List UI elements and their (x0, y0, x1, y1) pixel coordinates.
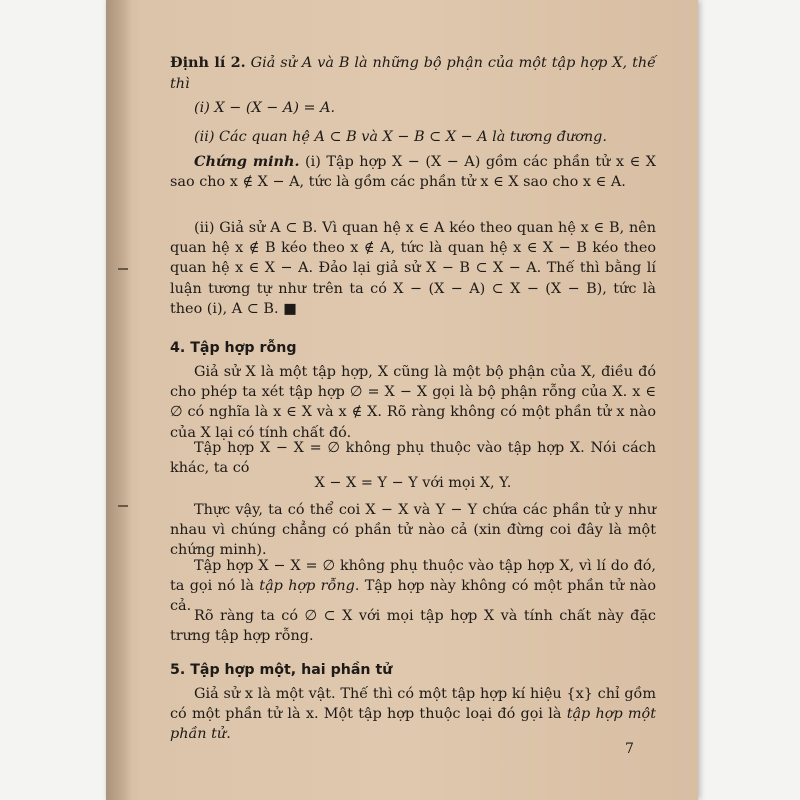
section-4-p2-text: Tập hợp X − X = ∅ không phụ thuộc vào tập hợp X. Nói cách khác, ta có (170, 440, 656, 477)
section-4-p4-start: Tập hợp X − X = ∅ không phụ thuộc vào tập hợp X, vì lí do đó, ta gọi nó là (170, 558, 656, 595)
section-4-paragraph-1 (170, 362, 656, 443)
theorem-item-ii-text: (ii) Các quan hệ A ⊂ B và X − B ⊂ X − A là tương đương. (194, 129, 607, 145)
binding-mark (118, 505, 128, 507)
section-5-p1-text (170, 684, 656, 745)
proof-part-ii-text: (ii) Giả sử A ⊂ B. Vì quan hệ x ∈ A kéo theo quan hệ x ∈ B, nên quan hệ x ∉ B kéo theo x ∉ A, tức là quan hệ x ∈ X − B kéo theo quan hệ x ∈ X − A. Đảo lại giả sử X − B ⊂ X − A. Thế thì bằng lí luận tương tự như trên ta có X − (X − A) ⊂ X − (X − B), tức là theo (i), A ⊂ B. (170, 220, 656, 317)
theorem-heading: Định lí 2. (170, 54, 246, 71)
section-4-paragraph-3 (170, 500, 656, 561)
section-5-term-singleton: tập hợp một phần tử (170, 706, 656, 743)
theorem-item-i-text: (i) X − (X − A) = A. (194, 100, 336, 116)
section-4-term-empty-set: tập hợp rỗng (259, 578, 355, 595)
theorem-item-i (170, 98, 656, 118)
section-4-formula (170, 473, 656, 493)
section-5-p1-start: Giả sử x là một vật. Thế thì có một tập hợp kí hiệu {x} chỉ gồm có một phần tử là x. Một tập hợp thuộc loại đó gọi là (170, 686, 656, 723)
binding-mark (118, 268, 128, 270)
proof-part-i-text: (i) Tập hợp X − (X − A) gồm các phần tử x ∈ X sao cho x ∉ X − A, tức là gồm các phần tử x ∈ X sao cho x ∈ A. (170, 154, 656, 191)
page-number: 7 (625, 741, 634, 757)
section-4-title: 4. Tập hợp rỗng (170, 340, 297, 356)
section-4-p5-text: Rõ ràng ta có ∅ ⊂ X với mọi tập hợp X và tính chất này đặc trưng tập hợp rỗng. (170, 608, 656, 645)
section-5-paragraph-1 (170, 684, 656, 745)
section-4-p3-text: Thực vậy, ta có thể coi X − X và Y − Y chứa các phần tử y như nhau vì chúng chẳng có phần tử nào cả (xin đừng coi đây là một chứng minh). (170, 502, 656, 559)
section-4-p4-end: . Tập hợp này không có một phần tử nào cả. (170, 578, 656, 615)
proof-paragraph-i (170, 152, 656, 192)
page-binding-shadow (106, 0, 132, 800)
proof-part-i (170, 152, 656, 192)
proof-part-ii (170, 218, 656, 319)
proof-heading: Chứng minh. (194, 153, 300, 170)
section-5-p1-end: . (226, 726, 231, 743)
section-4-p1-text: Giả sử X là một tập hợp, X cũng là một bộ phận của X, điều đó cho phép ta xét tập hợp ∅ = X − X gọi là bộ phận rỗng của X. x ∈ ∅ có nghĩa là x ∈ X và x ∉ X. Rõ ràng không có một phần tử x nào của X lại có tính chất đó. (170, 364, 656, 441)
section-4-paragraph-5 (170, 606, 656, 646)
proof-end-mark: ■ (283, 300, 297, 317)
section-4-formula-text: X − X = Y − Y với mọi X, Y. (314, 475, 512, 491)
section-5-title-block (170, 660, 656, 680)
theorem-text: Giả sử A và B là những bộ phận của một tập hợp X, thế thì (170, 55, 656, 92)
theorem-statement (170, 52, 656, 95)
theorem-item-ii (170, 127, 656, 147)
theorem-block (170, 52, 656, 95)
section-4-title-block (170, 338, 656, 358)
section-5-title: 5. Tập hợp một, hai phần tử (170, 662, 393, 678)
proof-paragraph-ii (170, 218, 656, 319)
